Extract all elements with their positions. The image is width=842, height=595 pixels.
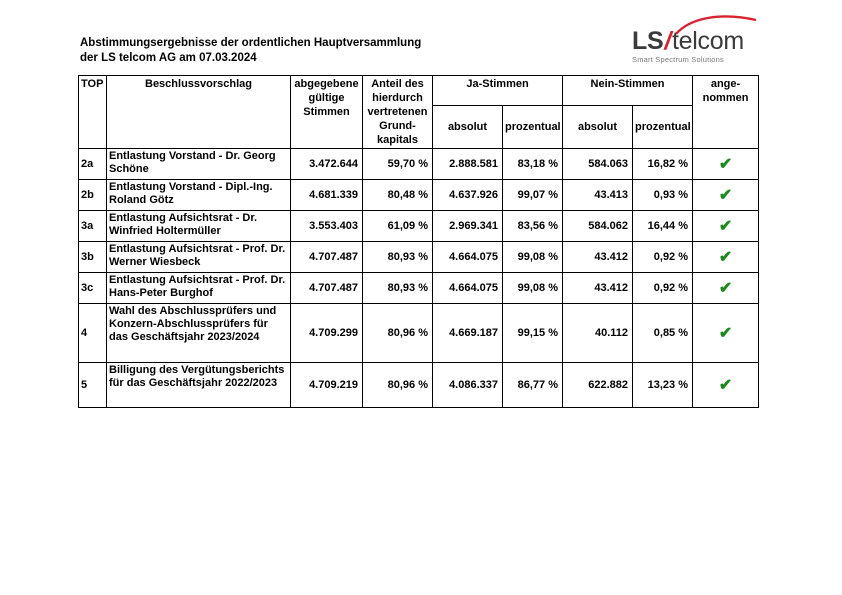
cell-yes-percentage: 99,08 %	[503, 242, 563, 273]
logo-tagline: Smart Spectrum Solutions	[632, 55, 724, 64]
title-line-2: der LS telcom AG am 07.03.2024	[80, 52, 257, 64]
cell-yes-absolute: 2.888.581	[433, 149, 503, 180]
cell-yes-absolute: 4.669.187	[433, 304, 503, 363]
cell-capital-share: 59,70 %	[363, 149, 433, 180]
cell-proposal: Entlastung Aufsichtsrat - Dr. Winfried Holtermüller	[107, 211, 291, 242]
cell-top: 2a	[79, 149, 107, 180]
cell-capital-share: 80,96 %	[363, 363, 433, 408]
cell-no-absolute: 43.412	[563, 242, 633, 273]
cell-no-percentage: 16,82 %	[633, 149, 693, 180]
cell-proposal: Wahl des Abschlussprüfers und Konzern-Abschlussprüfers für das Geschäftsjahr 2023/2024	[107, 304, 291, 363]
cell-yes-percentage: 83,18 %	[503, 149, 563, 180]
header-no-percentage: prozentual	[633, 106, 693, 149]
cell-no-percentage: 0,92 %	[633, 242, 693, 273]
cell-valid-votes: 4.707.487	[291, 242, 363, 273]
cell-valid-votes: 4.681.339	[291, 180, 363, 211]
cell-yes-absolute: 4.664.075	[433, 273, 503, 304]
cell-yes-percentage: 99,15 %	[503, 304, 563, 363]
header-accepted: ange-nommen	[693, 76, 759, 149]
cell-no-absolute: 584.062	[563, 211, 633, 242]
logo-ls: LS	[632, 27, 664, 55]
checkmark-icon: ✔	[693, 211, 759, 242]
cell-top: 2b	[79, 180, 107, 211]
checkmark-icon: ✔	[693, 180, 759, 211]
logo-telcom: telcom	[672, 27, 744, 55]
header-no-absolute: absolut	[563, 106, 633, 149]
header-proposal: Beschlussvorschlag	[107, 76, 291, 149]
cell-yes-percentage: 99,08 %	[503, 273, 563, 304]
header-valid-votes: abgegebene gültige Stimmen	[291, 76, 363, 149]
cell-proposal: Entlastung Vorstand - Dipl.-Ing. Roland Götz	[107, 180, 291, 211]
cell-no-absolute: 43.413	[563, 180, 633, 211]
table-row	[79, 273, 759, 304]
document-title	[80, 36, 421, 66]
cell-top: 5	[79, 363, 107, 408]
cell-no-percentage: 0,93 %	[633, 180, 693, 211]
table-row	[79, 363, 759, 408]
cell-capital-share: 80,96 %	[363, 304, 433, 363]
voting-results-table	[78, 75, 759, 408]
cell-no-percentage: 13,23 %	[633, 363, 693, 408]
table-row	[79, 180, 759, 211]
cell-no-percentage: 0,92 %	[633, 273, 693, 304]
cell-yes-absolute: 4.637.926	[433, 180, 503, 211]
checkmark-icon: ✔	[693, 242, 759, 273]
cell-yes-absolute: 2.969.341	[433, 211, 503, 242]
cell-yes-percentage: 99,07 %	[503, 180, 563, 211]
cell-valid-votes: 4.707.487	[291, 273, 363, 304]
title-line-1: Abstimmungsergebnisse der ordentlichen Hauptversammlung	[80, 37, 422, 49]
cell-proposal: Entlastung Vorstand - Dr. Georg Schöne	[107, 149, 291, 180]
header-yes-votes: Ja-Stimmen	[433, 76, 563, 106]
header-yes-percentage: prozentual	[503, 106, 563, 149]
table-row	[79, 149, 759, 180]
table-row	[79, 304, 759, 363]
cell-top: 3b	[79, 242, 107, 273]
header-top: TOP	[79, 76, 107, 149]
cell-no-absolute: 622.882	[563, 363, 633, 408]
table-row	[79, 211, 759, 242]
cell-no-absolute: 40.112	[563, 304, 633, 363]
cell-no-percentage: 16,44 %	[633, 211, 693, 242]
cell-capital-share: 80,93 %	[363, 273, 433, 304]
cell-top: 3c	[79, 273, 107, 304]
cell-capital-share: 80,93 %	[363, 242, 433, 273]
ls-telcom-logo: LS/telcom Smart Spectrum Solutions	[630, 14, 765, 66]
cell-capital-share: 80,48 %	[363, 180, 433, 211]
cell-no-absolute: 43.412	[563, 273, 633, 304]
checkmark-icon: ✔	[693, 363, 759, 408]
checkmark-icon: ✔	[693, 149, 759, 180]
header-no-votes: Nein-Stimmen	[563, 76, 693, 106]
checkmark-icon: ✔	[693, 273, 759, 304]
table-row	[79, 242, 759, 273]
cell-valid-votes: 4.709.219	[291, 363, 363, 408]
cell-valid-votes: 3.553.403	[291, 211, 363, 242]
cell-no-percentage: 0,85 %	[633, 304, 693, 363]
cell-valid-votes: 3.472.644	[291, 149, 363, 180]
cell-proposal: Entlastung Aufsichtsrat - Prof. Dr. Hans-Peter Burghof	[107, 273, 291, 304]
header-yes-absolute: absolut	[433, 106, 503, 149]
cell-yes-absolute: 4.086.337	[433, 363, 503, 408]
cell-proposal: Billigung des Vergütungsberichts für das Geschäftsjahr 2022/2023	[107, 363, 291, 408]
cell-no-absolute: 584.063	[563, 149, 633, 180]
cell-capital-share: 61,09 %	[363, 211, 433, 242]
cell-yes-percentage: 86,77 %	[503, 363, 563, 408]
cell-yes-absolute: 4.664.075	[433, 242, 503, 273]
cell-yes-percentage: 83,56 %	[503, 211, 563, 242]
cell-proposal: Entlastung Aufsichtsrat - Prof. Dr. Werner Wiesbeck	[107, 242, 291, 273]
cell-top: 3a	[79, 211, 107, 242]
checkmark-icon: ✔	[693, 304, 759, 363]
cell-top: 4	[79, 304, 107, 363]
cell-valid-votes: 4.709.299	[291, 304, 363, 363]
header-capital-share: Anteil des hierdurch vertretenen Grund-kapitals	[363, 76, 433, 149]
